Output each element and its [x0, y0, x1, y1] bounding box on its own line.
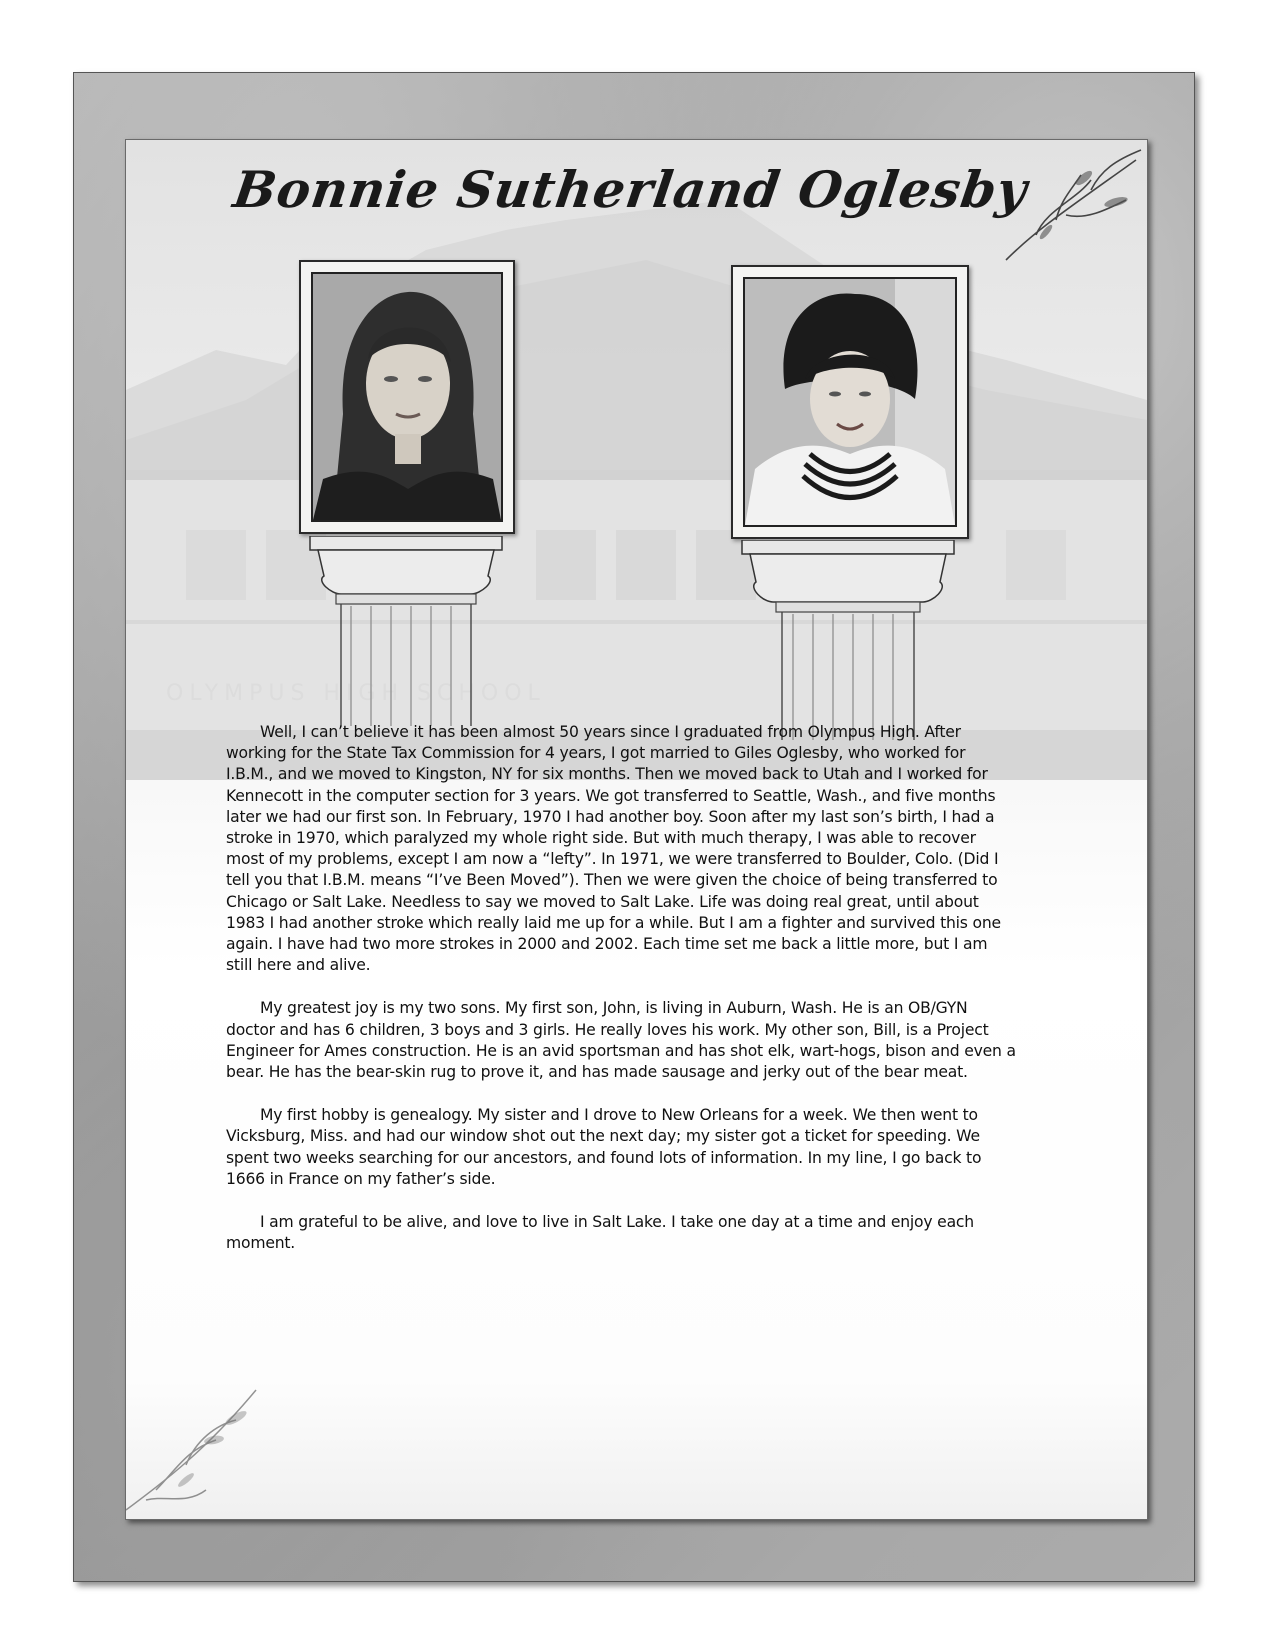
floral-ornament-bottom-icon — [126, 1370, 296, 1520]
right-pillar — [738, 540, 958, 740]
page-border-frame — [73, 72, 1195, 1582]
content-panel — [125, 139, 1148, 1520]
biography-text — [226, 722, 1016, 1276]
background-scenery — [126, 140, 1147, 780]
svg-text:OLYMPUS HIGH SCHOOL: OLYMPUS HIGH SCHOOL — [166, 681, 546, 706]
biography-paragraph-3: My first hobby is genealogy. My sister and I drove to New Orleans for a week. We then went to Vicksburg, Miss. and had our window shot out the next day; my sister got a ticket for speeding. We spent two weeks searching for our ancestors, and found lots of information. In my line, I go back to 1666 in France on my father’s side. — [226, 1106, 982, 1188]
biography-paragraph-2: My greatest joy is my two sons. My first son, John, is living in Auburn, Wash. He is an OB/GYN doctor and has 6 children, 3 boys and 3 girls. He really loves his work. My other son, Bill, is a Project Engineer for Ames construction. He is an avid sportsman and has shot elk, wart-hogs, bison and even a bear. He has the bear-skin rug to prove it, and has made sausage and jerky out of the bear meat. — [226, 999, 1016, 1082]
left-pillar — [306, 536, 506, 726]
floral-ornament-icon — [996, 140, 1146, 290]
recent-photo-frame — [731, 265, 969, 539]
yearbook-photo-frame — [299, 260, 515, 534]
page-title: Bonnie Sutherland Oglesby — [229, 160, 1032, 219]
recent-photo — [743, 277, 957, 527]
yearbook-photo — [311, 272, 503, 522]
biography-paragraph-1: Well, I can’t believe it has been almost 50 years since I graduated from Olympus High. After working for the State Tax Commission for 4 years, I got married to Giles Oglesby, who worked for I.B.M., and we moved to Kingston, NY for six months. Then we moved back to Utah and I worked for Kennecott in the computer section for 3 years. We got transferred to Seattle, Wash., and five months later we had our first son. In February, 1970 I had another boy. Soon after my last son’s birth, I had a stroke in 1970, which paralyzed my whole right side. But with much therapy, I was able to recover most of my problems, except I am now a “lefty”. In 1971, we were transferred to Boulder, Colo. (Did I tell you that I.B.M. means “I’ve Been Moved”). Then we were given the choice of being transferred to Chicago or Salt Lake. Needless to say we moved to Salt Lake. Life was doing real great, until about 1983 I had another stroke which really laid me up for a while. But I am a fighter and survived this one again. I have had two more strokes in 2000 and 2002. Each time set me back a little more, but I am still here and alive. — [226, 723, 1001, 975]
biography-paragraph-4: I am grateful to be alive, and love to live in Salt Lake. I take one day at a time and enjoy each moment. — [226, 1213, 974, 1253]
